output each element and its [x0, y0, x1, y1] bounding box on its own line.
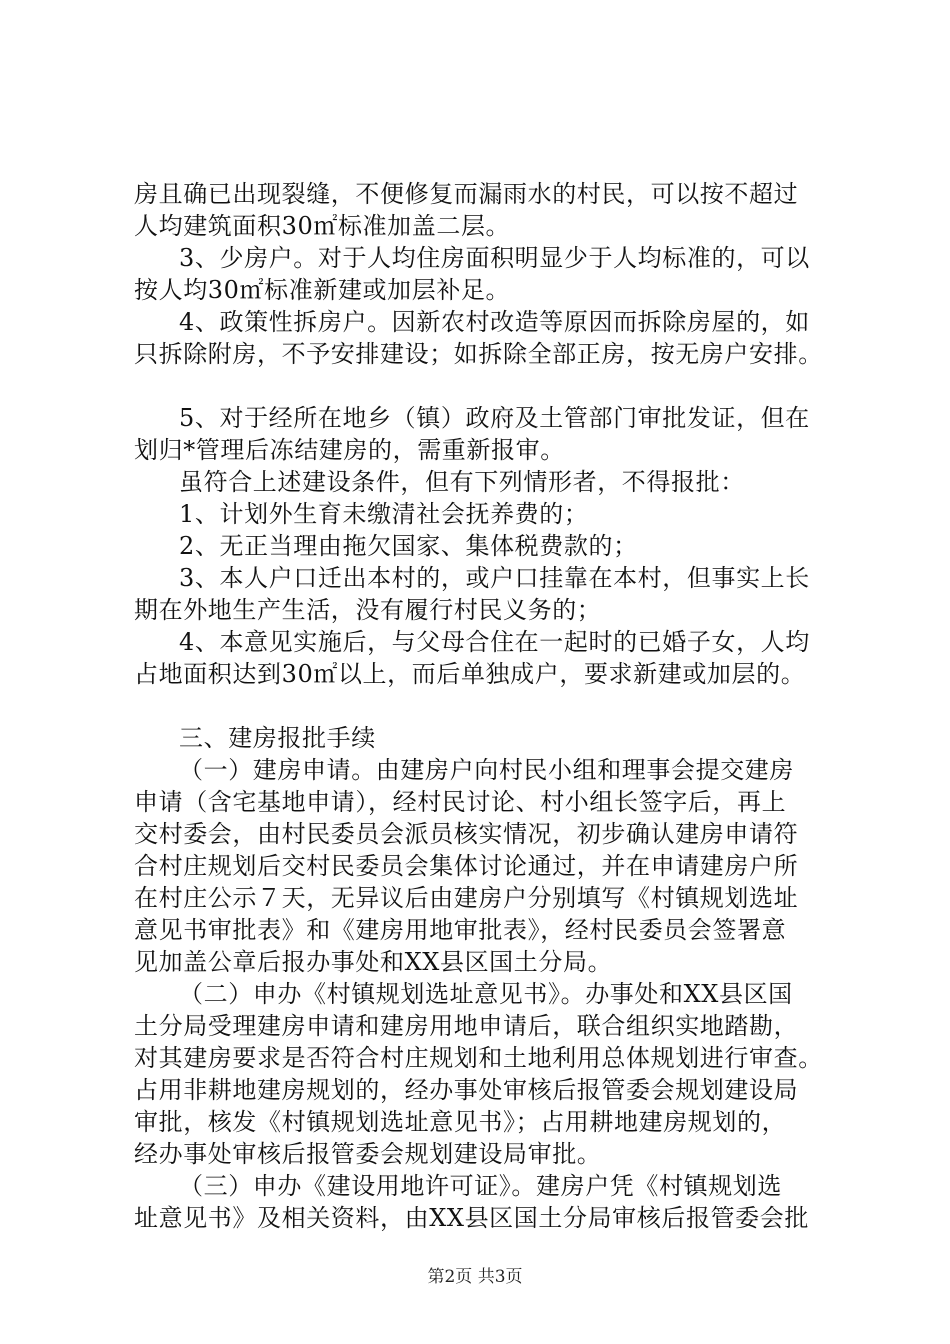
text-line: 3、少房户。对于人均住房面积明显少于人均标准的，可以: [179, 244, 810, 272]
text-line: 经办事处审核后报管委会规划建设局审批。: [134, 1140, 602, 1168]
text-line: 交村委会，由村民委员会派员核实情况，初步确认建房申请符: [134, 820, 799, 848]
text-line: 意见书审批表》和《建房用地审批表》，经村民委员会签署意: [134, 916, 787, 944]
text-line: 4、本意见实施后，与父母合住在一起时的已婚子女，人均: [179, 628, 810, 656]
text-line: （一）建房申请。由建房户向村民小组和理事会提交建房: [179, 756, 794, 784]
text-line: 在村庄公示７天，无异议后由建房户分别填写《村镇规划选址: [134, 884, 799, 912]
section-heading: 三、建房报批手续: [179, 724, 376, 752]
text-line: 虽符合上述建设条件，但有下列情形者，不得报批：: [179, 468, 745, 496]
text-line: 申请（含宅基地申请），经村民讨论、村小组长签字后，再上: [134, 788, 787, 816]
text-line: 划归*管理后冻结建房的，需重新报审。: [134, 436, 565, 464]
text-line: 审批，核发《村镇规划选址意见书》；占用耕地建房规划的，: [134, 1108, 787, 1136]
text-line: （二）申办《村镇规划选址意见书》。办事处和XX县区国: [179, 980, 793, 1008]
page-number: 第2页 共3页: [427, 1267, 523, 1287]
text-line: 人均建筑面积30㎡标准加盖二层。: [134, 212, 511, 240]
text-line: 只拆除附房，不予安排建设；如拆除全部正房，按无房户安排。: [134, 340, 823, 368]
text-line: 见加盖公章后报办事处和XX县区国土分局。: [134, 948, 613, 976]
text-line: 房且确已出现裂缝，不便修复而漏雨水的村民，可以按不超过: [134, 180, 799, 208]
text-line: 4、政策性拆房户。因新农村改造等原因而拆除房屋的，如: [179, 308, 810, 336]
text-line: 1、计划外生育未缴清社会抚养费的；: [179, 500, 589, 528]
text-line: 3、本人户口迁出本村的，或户口挂靠在本村，但事实上长: [179, 564, 810, 592]
text-line: 土分局受理建房申请和建房用地申请后，联合组织实地踏勘，: [134, 1012, 799, 1040]
text-line: 对其建房要求是否符合村庄规划和土地利用总体规划进行审查。: [134, 1044, 823, 1072]
text-line: 2、无正当理由拖欠国家、集体税费款的；: [179, 532, 638, 560]
text-line: 合村庄规划后交村民委员会集体讨论通过，并在申请建房户所: [134, 852, 799, 880]
text-line: 占用非耕地建房规划的，经办事处审核后报管委会规划建设局: [134, 1076, 799, 1104]
text-line: 5、对于经所在地乡（镇）政府及土管部门审批发证，但在: [179, 404, 810, 432]
text-line: 占地面积达到30㎡以上，而后单独成户，要求新建或加层的。: [134, 660, 806, 688]
text-line: （三）申办《建设用地许可证》。建房户凭《村镇规划选: [179, 1172, 782, 1200]
text-line: 期在外地生产生活，没有履行村民义务的；: [134, 596, 602, 624]
text-line: 按人均30㎡标准新建或加层补足。: [134, 276, 511, 304]
text-line: 址意见书》及相关资料，由XX县区国土分局审核后报管委会批: [134, 1204, 809, 1232]
